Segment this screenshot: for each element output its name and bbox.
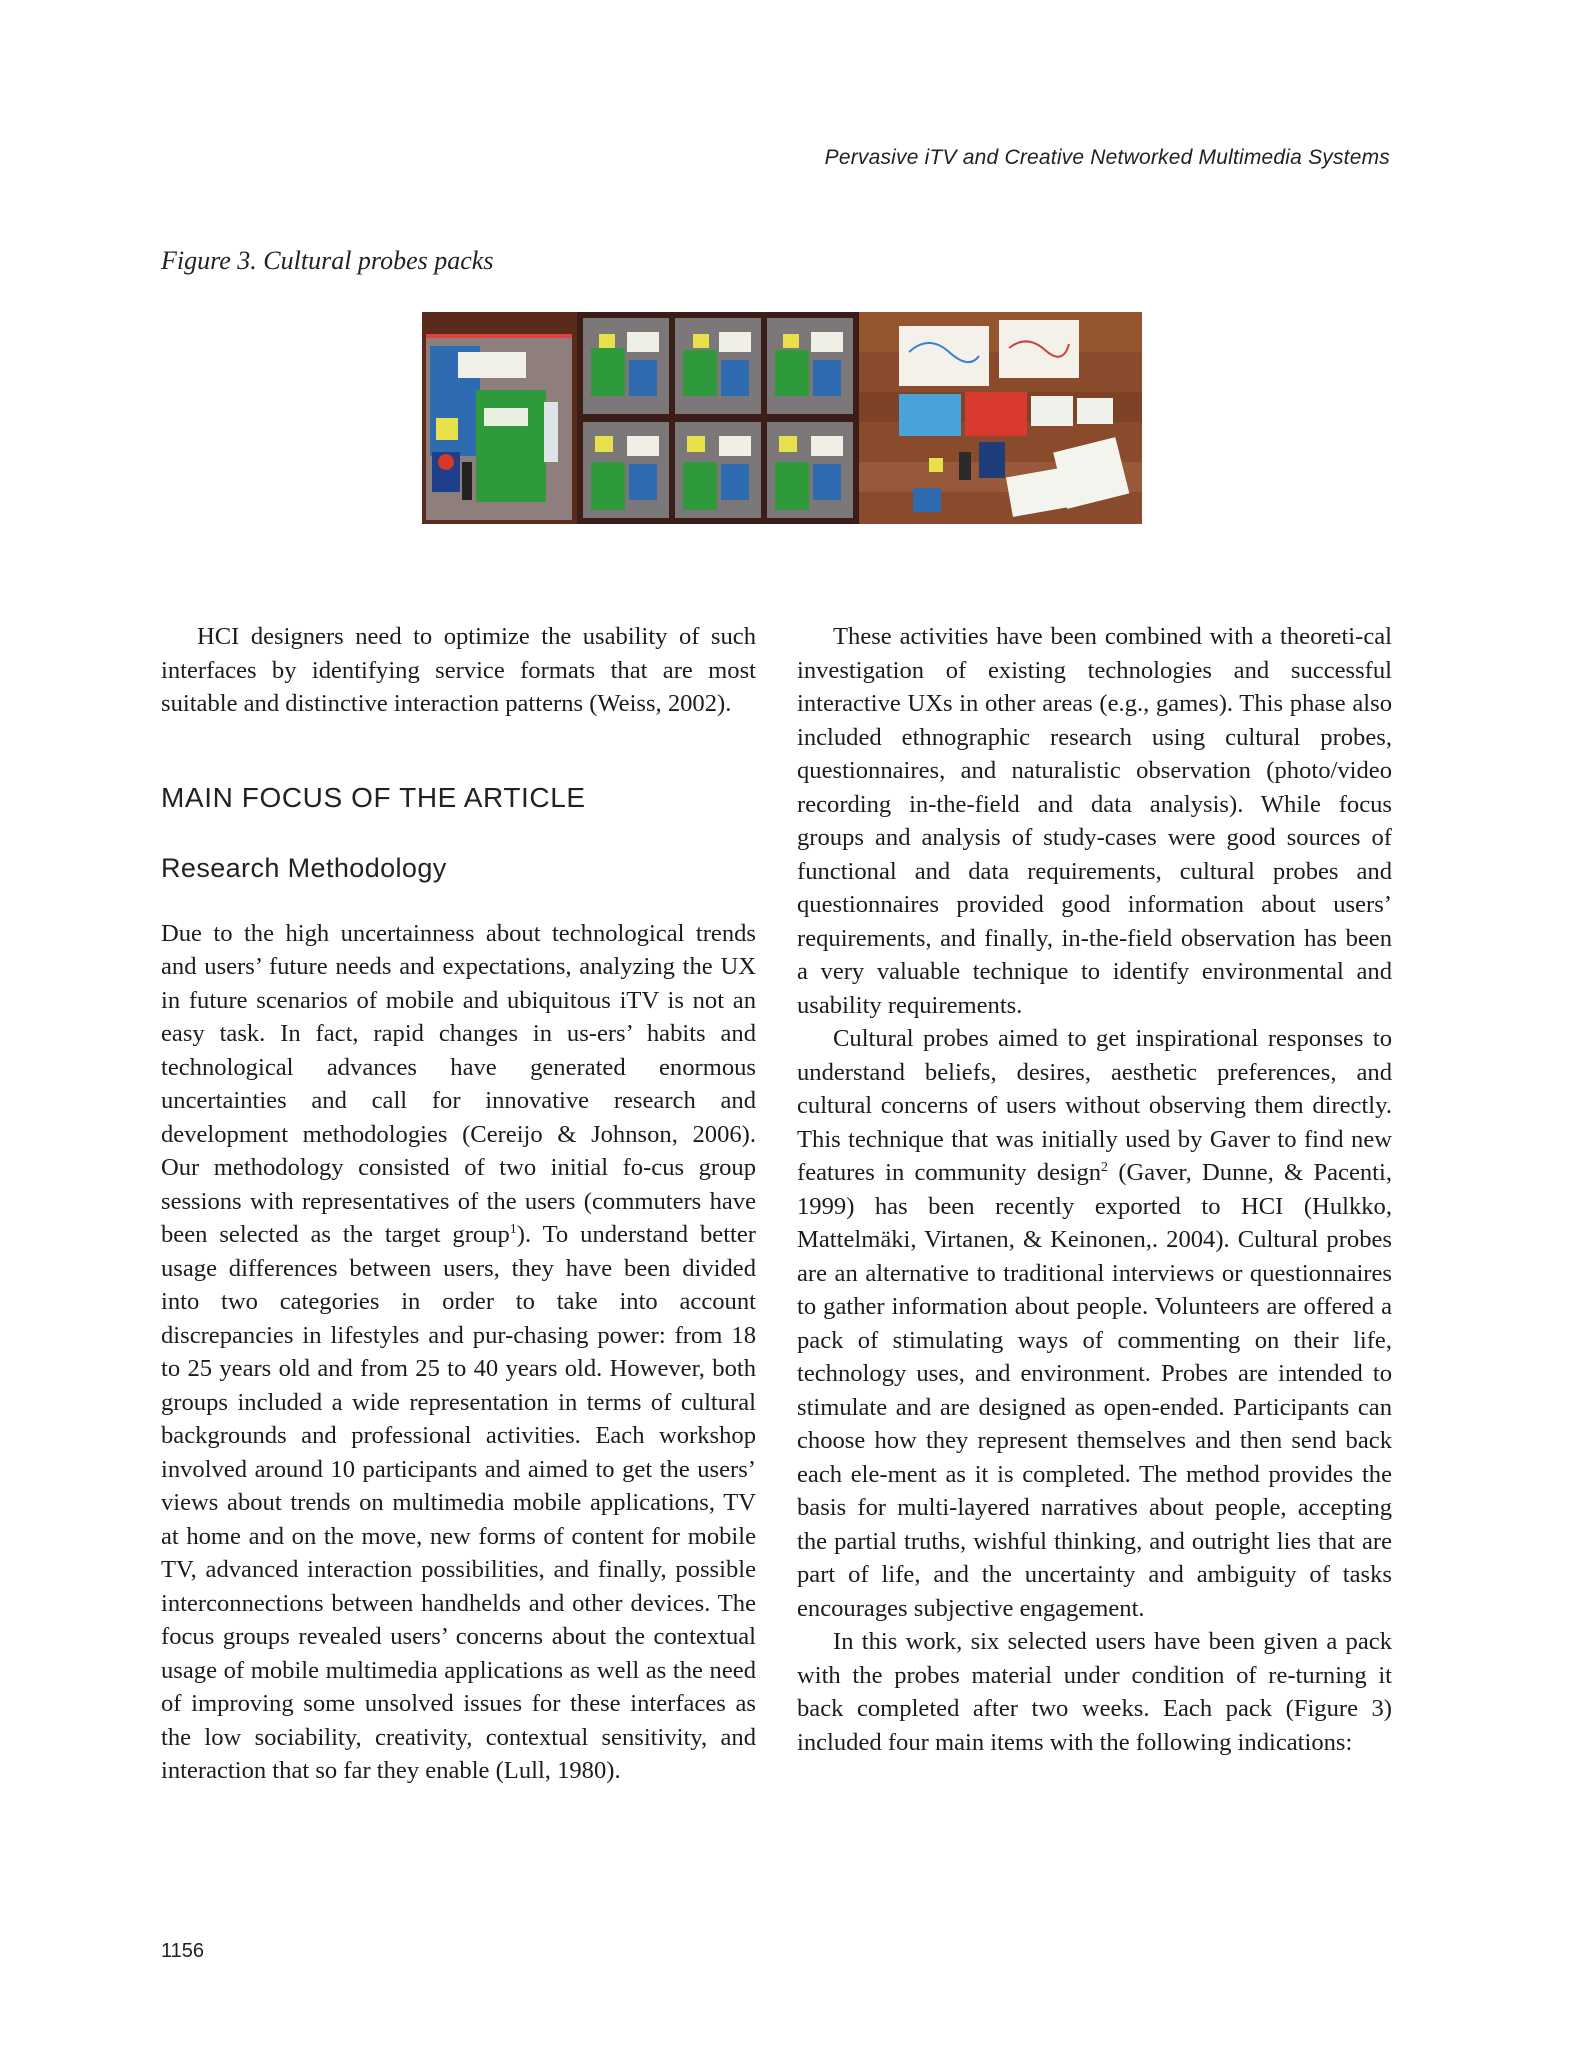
left-paragraph-2-text-a: Due to the high uncertainness about technological trends and users’ future needs and expectations, analyzing the UX in future scenarios of mobile and ubiquitous iTV is not an easy task. In fact, rapid changes in us-ers’ habits and technological advances have generated enormous uncertainties and call for innovative research and development methodologies (Cereijo & Johnson, 2006). Our methodology consisted of two initial fo-cus group sessions with representatives of the users (commuters have been selected as the target group: [161, 919, 756, 1248]
figure-cultural-probes: [422, 312, 1142, 524]
left-paragraph-1: HCI designers need to optimize the usability of such interfaces by identifying service formats that are most suitable and distinctive interaction patterns (Weiss, 2002).: [161, 623, 756, 717]
left-paragraph-2-text-b: ). To understand better usage differences between users, they have been divided into two categories in order to take into account discrepancies in lifestyles and pur-chasing power: from 18 to 25 years old and from 25 to 40 years old. However, both groups included a wide representation in terms of cultural backgrounds and professional activities. Each workshop involved around 10 participants and aimed to get the users’ views about trends on multimedia mobile applications, TV at home and on the move, new forms of content for mobile TV, advanced interaction possibilities, and finally, possible interconnections between handhelds and other devices. The focus groups revealed users’ concerns about the contextual usage of mobile multimedia applications as well as the need of improving some unsolved issues for these interfaces as the low sociability, creativity, contextual sensitivity, and interaction that so far they enable (Lull, 1980).: [161, 1221, 756, 1784]
right-column: [797, 620, 1392, 1759]
right-paragraph-1: These activities have been combined with a theoreti-cal investigation of existing technologies and successful interactive UXs in other areas (e.g., games). This phase also included ethnographic research using cultural probes, questionnaires, and naturalistic observation (photo/video recording in-the-field and data analysis). While focus groups and analysis of study-cases were good sources of functional and data requirements, cultural probes and questionnaires provided good information about users’ requirements, and finally, in-the-field observation has been a very valuable technique to identify environmental and usability requirements.: [797, 623, 1392, 1019]
subsection-heading-research-methodology: Research Methodology: [161, 852, 447, 883]
unpacked-probe-items-photo: [859, 312, 1142, 524]
footnote-marker-1: 1: [509, 1221, 517, 1237]
left-column: [161, 620, 756, 1788]
right-paragraph-2-text-a: Cultural probes aimed to get inspirational responses to understand beliefs, desires, aesthetic preferences, and cultural concerns of users without observing them directly. This technique that was initially used by Gaver to find new features in community design: [797, 1025, 1392, 1186]
page-number: 1156: [161, 1940, 205, 1962]
figure-caption: Figure 3. Cultural probes packs: [161, 246, 494, 275]
section-heading-main-focus: MAIN FOCUS OF THE ARTICLE: [161, 781, 586, 813]
right-paragraph-2: [797, 1022, 1392, 1625]
right-paragraph-3: In this work, six selected users have been given a pack with the probes material under condition of re-turning it back completed after two weeks. Each pack (Figure 3) included four main items with the following indications:: [797, 1628, 1392, 1756]
right-paragraph-2-text-b: (Gaver, Dunne, & Pacenti, 1999) has been recently exported to HCI (Hulkko, Mattelmäki, Virtanen, & Keinonen,. 2004). Cultural probes are an alternative to traditional interviews or questionnaires to gather information about people. Volunteers are offered a pack of stimulating ways of commenting on their life, technology uses, and environment. Probes are intended to stimulate and are designed as open-ended. Participants can choose how they represent themselves and then send back each ele-ment as it is completed. The method provides the basis for multi-layered narratives about people, accepting the partial truths, wishful thinking, and outright lies that are part of life, and the uncertainty and ambiguity of tasks encourages subjective engagement.: [797, 1159, 1392, 1622]
six-probe-packs-photo: [577, 312, 859, 524]
footnote-marker-2: 2: [1101, 1159, 1109, 1175]
running-head: Pervasive iTV and Creative Networked Multimedia Systems: [824, 146, 1390, 169]
single-probe-pack-photo: [422, 312, 577, 524]
left-paragraph-2: [161, 917, 756, 1788]
